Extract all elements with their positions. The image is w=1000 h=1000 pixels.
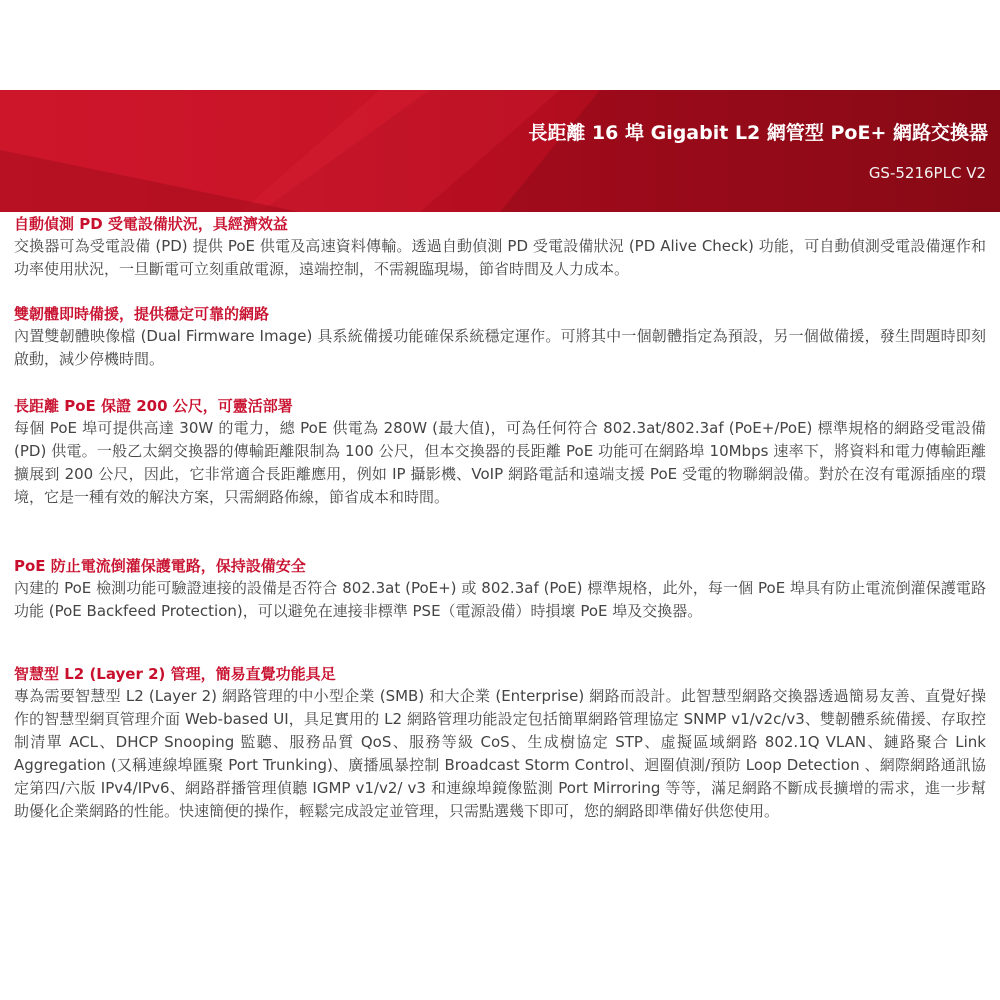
feature-heading: 智慧型 L2 (Layer 2) 管理，簡易直覺功能具足 <box>14 665 336 683</box>
feature-heading: 自動偵測 PD 受電設備狀況，具經濟效益 <box>14 215 288 233</box>
feature-body: 內置雙韌體映像檔 (Dual Firmware Image) 具系統備援功能確保系統穩定運作。可將其中一個韌體指定為預設，另一個做備援，發生問題時即刻啟動，減少停機時間。 <box>14 327 986 368</box>
feature-body: 每個 PoE 埠可提供高達 30W 的電力，總 PoE 供電為 280W (最大值)，可為任何符合 802.3at/802.3af (PoE+/PoE) 標準規格的網路受電設備 (PD) 供電。一般乙太網交換器的傳輸距離限制為 100 公尺，但本交換器的長距離 PoE 功能可在網路埠 10Mbps 速率下，將資料和電力傳輸距離擴展到 200 公尺，因此，它非常適合長距離應用，例如 IP 攝影機、VoIP 網路電話和遠端支援 PoE 受電的物聯網設備。對於在沒有電源插座的環境，它是一種有效的解決方案，只需網路佈線，節省成本和時間。 <box>14 419 987 506</box>
feature-heading: 雙韌體即時備援，提供穩定可靠的網路 <box>14 305 270 323</box>
model-number: GS-5216PLC V2 <box>868 164 986 182</box>
feature-body: 專為需要智慧型 L2 (Layer 2) 網路管理的中小型企業 (SMB) 和大企業 (Enterprise) 網路而設計。此智慧型網路交換器透過簡易友善、直覺好操作的智慧型網頁管理介面 Web-based UI，具足實用的 L2 網路管理功能設定包括簡單網路管理協定 SNMP v1/v2c/v3、雙韌體系統備援、存取控制清單 ACL、DHCP Snooping 監聽、服務品質 QoS、服務等級 CoS、生成樹協定 STP、虛擬區域網路 802.1Q VLAN、鏈路聚合 Link Aggregation (又稱連線埠匯聚 Port Trunking)、廣播風暴控制 Broadcast Storm Control、迴圈偵測/預防 Loop Detection 、網際網路通訊協定第四/六版 IPv4/IPv6、網路群播管理偵聽 IGMP v1/v2/ v3 和連線埠鏡像監測 Port Mirroring 等等，滿足網路不斷成長擴增的需求，進一步幫助優化企業網路的性能。快速簡便的操作，輕鬆完成設定並管理，只需點選幾下即可，您的網路即準備好供您使用。 <box>14 687 986 820</box>
product-title: 長距離 16 埠 Gigabit L2 網管型 PoE+ 網路交換器 <box>528 122 988 144</box>
banner-background <box>0 90 1000 212</box>
feature-section <box>14 214 986 281</box>
feature-section <box>14 556 986 623</box>
feature-section <box>14 664 986 823</box>
feature-heading: 長距離 PoE 保證 200 公尺，可靈活部署 <box>14 397 293 415</box>
header-banner <box>0 90 1000 212</box>
feature-body: 交換器可為受電設備 (PD) 提供 PoE 供電及高速資料傳輸。透過自動偵測 PD 受電設備狀況 (PD Alive Check) 功能，可自動偵測受電設備運作和功率使用狀況，一旦斷電可立刻重啟電源，遠端控制，不需親臨現場，節省時間及人力成本。 <box>14 237 986 278</box>
feature-section <box>14 396 986 509</box>
feature-body: 內建的 PoE 檢測功能可驗證連接的設備是否符合 802.3at (PoE+) 或 802.3af (PoE) 標準規格，此外，每一個 PoE 埠具有防止電流倒灌保護電路功能 (PoE Backfeed Protection)，可以避免在連接非標準 PSE（電源設備）時損壞 PoE 埠及交換器。 <box>14 579 986 620</box>
feature-heading: PoE 防止電流倒灌保護電路，保持設備安全 <box>14 557 306 575</box>
feature-section <box>14 304 986 371</box>
